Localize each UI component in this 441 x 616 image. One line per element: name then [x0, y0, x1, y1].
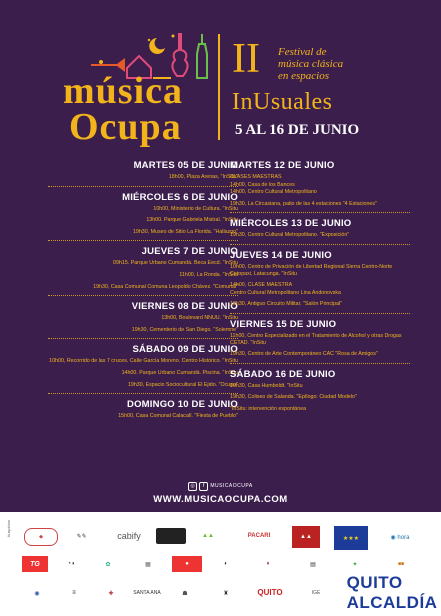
event-item: 11h00, Centro Especializado en el Tratamiento de Alcohol y otras Drogas CETAD. "InSitu — [230, 332, 402, 346]
day-title: VIERNES 15 DE JUNIO — [230, 318, 337, 330]
sponsor-logo: ■■ — [397, 561, 405, 567]
sponsor-logo: ≡ — [72, 590, 76, 596]
sponsor-quito — [250, 580, 290, 604]
event-item: 13h00, Boulevard NNUU. "InSitu — [161, 315, 238, 322]
sponsor-logo: ◔◑ — [67, 561, 75, 567]
pacari-text: PACARI — [247, 533, 271, 539]
schedule-day — [48, 399, 238, 420]
divider — [230, 313, 410, 314]
sponsor-logo: ▲▲ — [202, 533, 214, 539]
festival-line-1: Festival de — [278, 46, 327, 58]
divider — [230, 244, 410, 245]
website-link[interactable]: WWW.MUSICAOCUPA.COM — [153, 494, 288, 505]
festival-dates: 5 AL 16 DE JUNIO — [235, 122, 360, 138]
event-item: 14h00, Centro Cultural Metropolitano — [230, 189, 317, 196]
sponsor-pacari — [240, 524, 278, 548]
quito-text: QUITO — [257, 587, 283, 597]
sponsor-logo: ◉ hora — [390, 534, 410, 541]
event-item: 19h30, Espacio Sociocultural El Ejido. "Ocupa" — [127, 381, 238, 388]
facebook-icon: f — [199, 482, 208, 491]
sponsor-santa-ana — [132, 586, 162, 600]
event-item: 14h00, CLASE MAESTRA — [230, 282, 293, 289]
event-item: Centro Cultural Metropolitano Lina Andonovska — [230, 289, 342, 296]
event-item: 19h30, La Circasiana, patio de las 4 estaciones "4 Estaciones" — [230, 200, 377, 207]
event-item: 14h00, Casa de los Bances — [230, 181, 295, 188]
event-item: "InSitu: intervención espontánea — [230, 405, 307, 412]
divider — [48, 295, 238, 296]
edition-number: II — [232, 36, 260, 82]
event-item: 10h00, Recorrido de las 7 cruces. Calle García Moreno. Centro Histórico. "InSitu — [49, 358, 238, 365]
logo-word-musica: música — [63, 70, 183, 112]
event-item: 10h30, Casa Humboldt. "InSitu — [230, 382, 303, 389]
divider — [48, 186, 238, 187]
divider — [48, 240, 238, 241]
ige-text: IGE — [311, 590, 321, 596]
musica-ocupa-logo — [55, 28, 215, 148]
day-title: MIÉRCOLES 6 DE JUNIO — [122, 191, 238, 203]
sponsors-label: Auspician — [6, 520, 11, 538]
quito-alcaldia-text: QUITO ALCALDÍA — [346, 573, 438, 612]
event-item: 19h30, Museo de Sitio La Florida. "Hallazgo" — [132, 228, 238, 235]
schedule-day — [230, 250, 410, 308]
day-title: JUEVES 7 DE JUNIO — [141, 246, 238, 258]
sponsor-logo: ✚ — [108, 590, 114, 597]
event-item: 10h00, Centro de Privación de Libertad Regional Sierra Centro-Norte Cotopaxi, Latacunga. "InSitu — [230, 263, 393, 277]
instagram-icon: ◎ — [188, 482, 197, 491]
schedule-day — [230, 160, 410, 207]
divider — [230, 363, 410, 364]
santa-ana-text: SANTA ANA — [133, 590, 161, 596]
schedule-day — [48, 301, 238, 333]
festival-line-3: en espacios — [278, 70, 330, 82]
sponsor-logo: ◐ — [224, 561, 228, 567]
sponsor-logo: ◉ — [34, 590, 40, 597]
event-item: 10h00, Ministerio de Cultura. "InSitu — [153, 205, 238, 212]
schedule-day — [48, 192, 238, 236]
sponsor-cabify — [108, 528, 150, 544]
event-item: CLASES MAESTRAS — [230, 174, 282, 180]
event-item: 15h00, Casa Comunal Calacalí. "Fiesta de Pueblo" — [118, 413, 238, 420]
sponsor-logo: ▲▲ — [292, 526, 320, 548]
divider — [48, 393, 238, 394]
day-title: MIÉRCOLES 13 DE JUNIO — [230, 218, 352, 230]
event-item: 18h00, Plaza Arenas, "InSitu" — [168, 174, 238, 180]
schedule-right-column — [230, 160, 410, 418]
schedule-left-column — [48, 160, 238, 425]
schedule-day — [48, 160, 238, 181]
sponsor-logo: ♜ — [223, 590, 229, 597]
divider — [48, 338, 238, 339]
social-handle — [0, 482, 441, 491]
sponsor-logo: ♦ — [266, 561, 270, 567]
schedule-day — [48, 246, 238, 290]
day-title: MARTES 05 DE JUNIO — [133, 160, 238, 171]
sponsor-logo: ◆ — [24, 528, 58, 546]
event-item: 11h00, La Ronda. "InSitu — [179, 271, 238, 278]
footer — [0, 482, 441, 505]
day-title: SÁBADO 09 DE JUNIO — [132, 344, 238, 356]
divider — [230, 212, 410, 213]
schedule-day — [230, 218, 410, 239]
event-item: 19h30, Antiguo Circuito Militar. "Salón Principal" — [230, 301, 343, 308]
sponsor-logo: ✎✎ — [75, 533, 87, 540]
festival-subtitle — [278, 46, 343, 82]
sponsor-logo: ✿ — [105, 561, 111, 568]
festival-line-2: música clásica — [278, 58, 344, 70]
event-item: 09h15. Parque Urbano Cumandá. Beca Eecd. "InSitu — [113, 260, 238, 267]
schedule-day — [230, 319, 410, 358]
day-title: VIERNES 08 DE JUNIO — [131, 301, 238, 313]
day-title: DOMINGO 10 DE JUNIO — [127, 399, 238, 411]
sponsor-logo: TG — [22, 556, 48, 572]
sponsor-quito-alcaldia — [346, 573, 438, 612]
event-item: 19h30, Centro Cultural Metropolitano. "Exposición" — [230, 232, 350, 239]
sponsor-logo: ✦ — [352, 561, 358, 568]
sponsor-logo — [156, 528, 186, 544]
schedule-day — [230, 369, 410, 413]
sponsor-ige — [296, 584, 336, 602]
cabify-text: cabify — [117, 531, 141, 541]
sponsor-eu: ★★★ — [334, 526, 368, 550]
event-item: 14h00. Parque Urbano Cumandá. Piscina. "InSitu — [121, 369, 238, 376]
festival-name: InUsuales — [232, 89, 333, 115]
sponsor-logo: ▤ — [310, 561, 316, 568]
header-divider — [218, 34, 220, 140]
event-item: 19h30, Centro de Arte Contemporáneo CAC "Rosa de Amigos" — [230, 351, 378, 358]
sponsor-logo: ▦ — [145, 561, 151, 568]
day-title: MARTES 12 DE JUNIO — [230, 160, 335, 171]
event-item: 19h30, Cementerio de San Diego. "Solemne" — [131, 326, 238, 333]
sponsor-logo: ● — [172, 556, 202, 572]
event-item: 19h30, Coliseo de Salanda. "Epílogo: Ciudad Modelo" — [230, 394, 357, 401]
event-item: 19h30, Casa Comunal Comuna Leopoldo Chávez. "Comunal" — [93, 283, 238, 290]
sponsor-logo: ☗ — [182, 590, 188, 597]
event-item: 13h00. Parque Gabriela Mistral. "InSitu — [146, 217, 238, 224]
day-title: JUEVES 14 DE JUNIO — [230, 249, 332, 261]
day-title: SÁBADO 16 DE JUNIO — [230, 368, 336, 380]
logo-word-ocupa: Ocupa — [69, 106, 182, 148]
schedule-day — [48, 344, 238, 388]
social-handle-text: MUSICAOCUPA — [210, 483, 253, 489]
